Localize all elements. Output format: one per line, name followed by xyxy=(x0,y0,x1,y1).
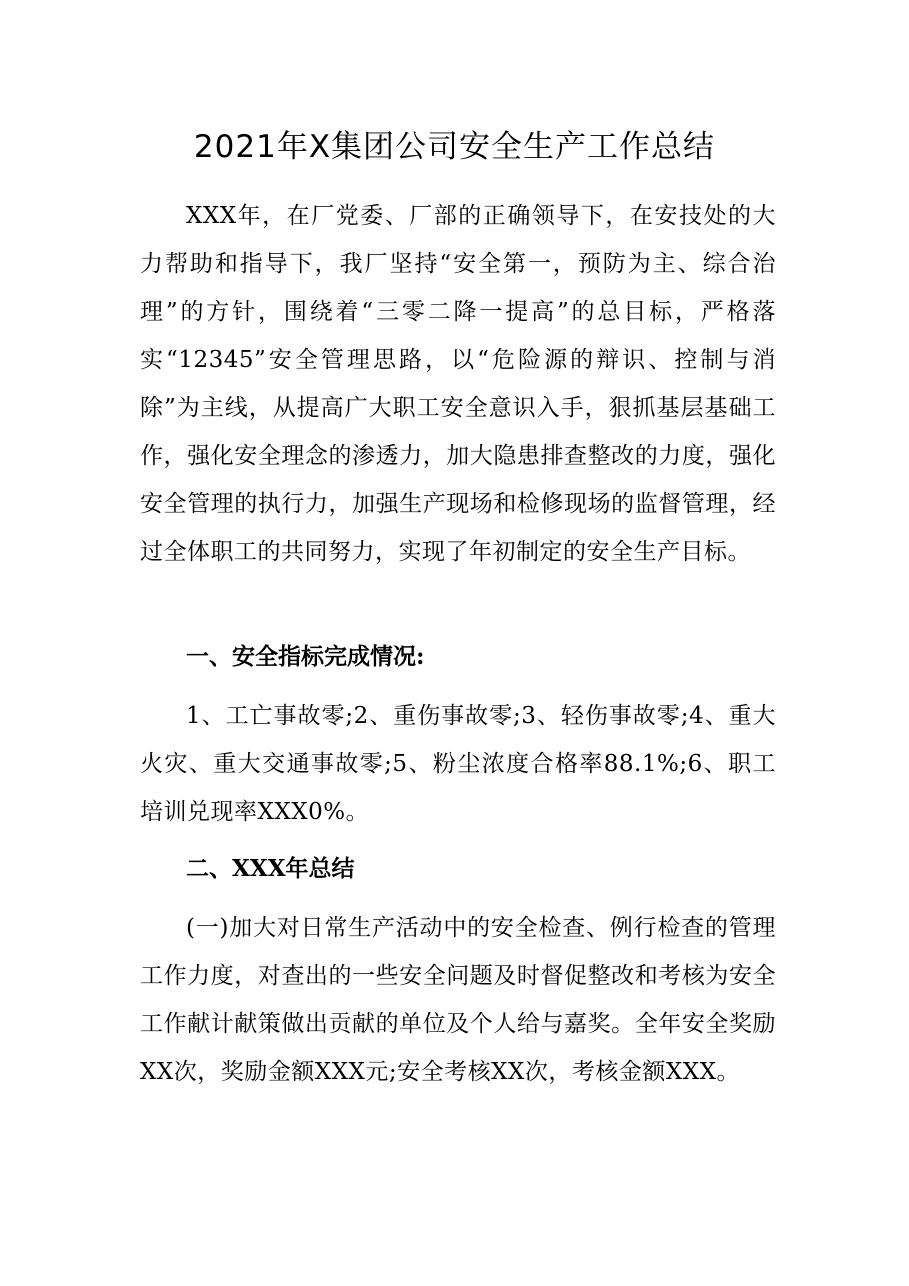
document-title: 2021年X集团公司安全生产工作总结 xyxy=(193,129,716,165)
section-heading-summary: 二、XXX年总结 xyxy=(186,855,355,882)
summary-paragraph: (一)加大对日常生产活动中的安全检查、例行检查的管理工作力度，对查出的一些安全问题及时督促整改和考核为安全工作献计献策做出贡献的单位及个人给与嘉奖。全年安全奖励XX次，奖励金额XXX元;安全考核XX次，考核金额XXX。 xyxy=(140,915,776,1085)
intro-paragraph: XXX年，在厂党委、厂部的正确领导下，在安技处的大力帮助和指导下，我厂坚持“安全第一，预防为主、综合治理”的方针，围绕着“三零二降一提高”的总目标，严格落实“12345”安全管理思路，以“危险源的辩识、控制与消除”为主线，从提高广大职工安全意识入手，狠抓基层基础工作，强化安全理念的渗透力，加大隐患排查整改的力度，强化安全管理的执行力，加强生产现场和检修现场的监督管理，经过全体职工的共同努力，实现了年初制定的安全生产目标。 xyxy=(140,203,776,565)
section-heading-safety-indicators: 一、安全指标完成情况: xyxy=(186,643,425,670)
safety-indicators-paragraph: 1、工亡事故零;2、重伤事故零;3、轻伤事故零;4、重大火灾、重大交通事故零;5、粉尘浓度合格率88.1%;6、职工培训兑现率XXX0%。 xyxy=(140,703,776,825)
